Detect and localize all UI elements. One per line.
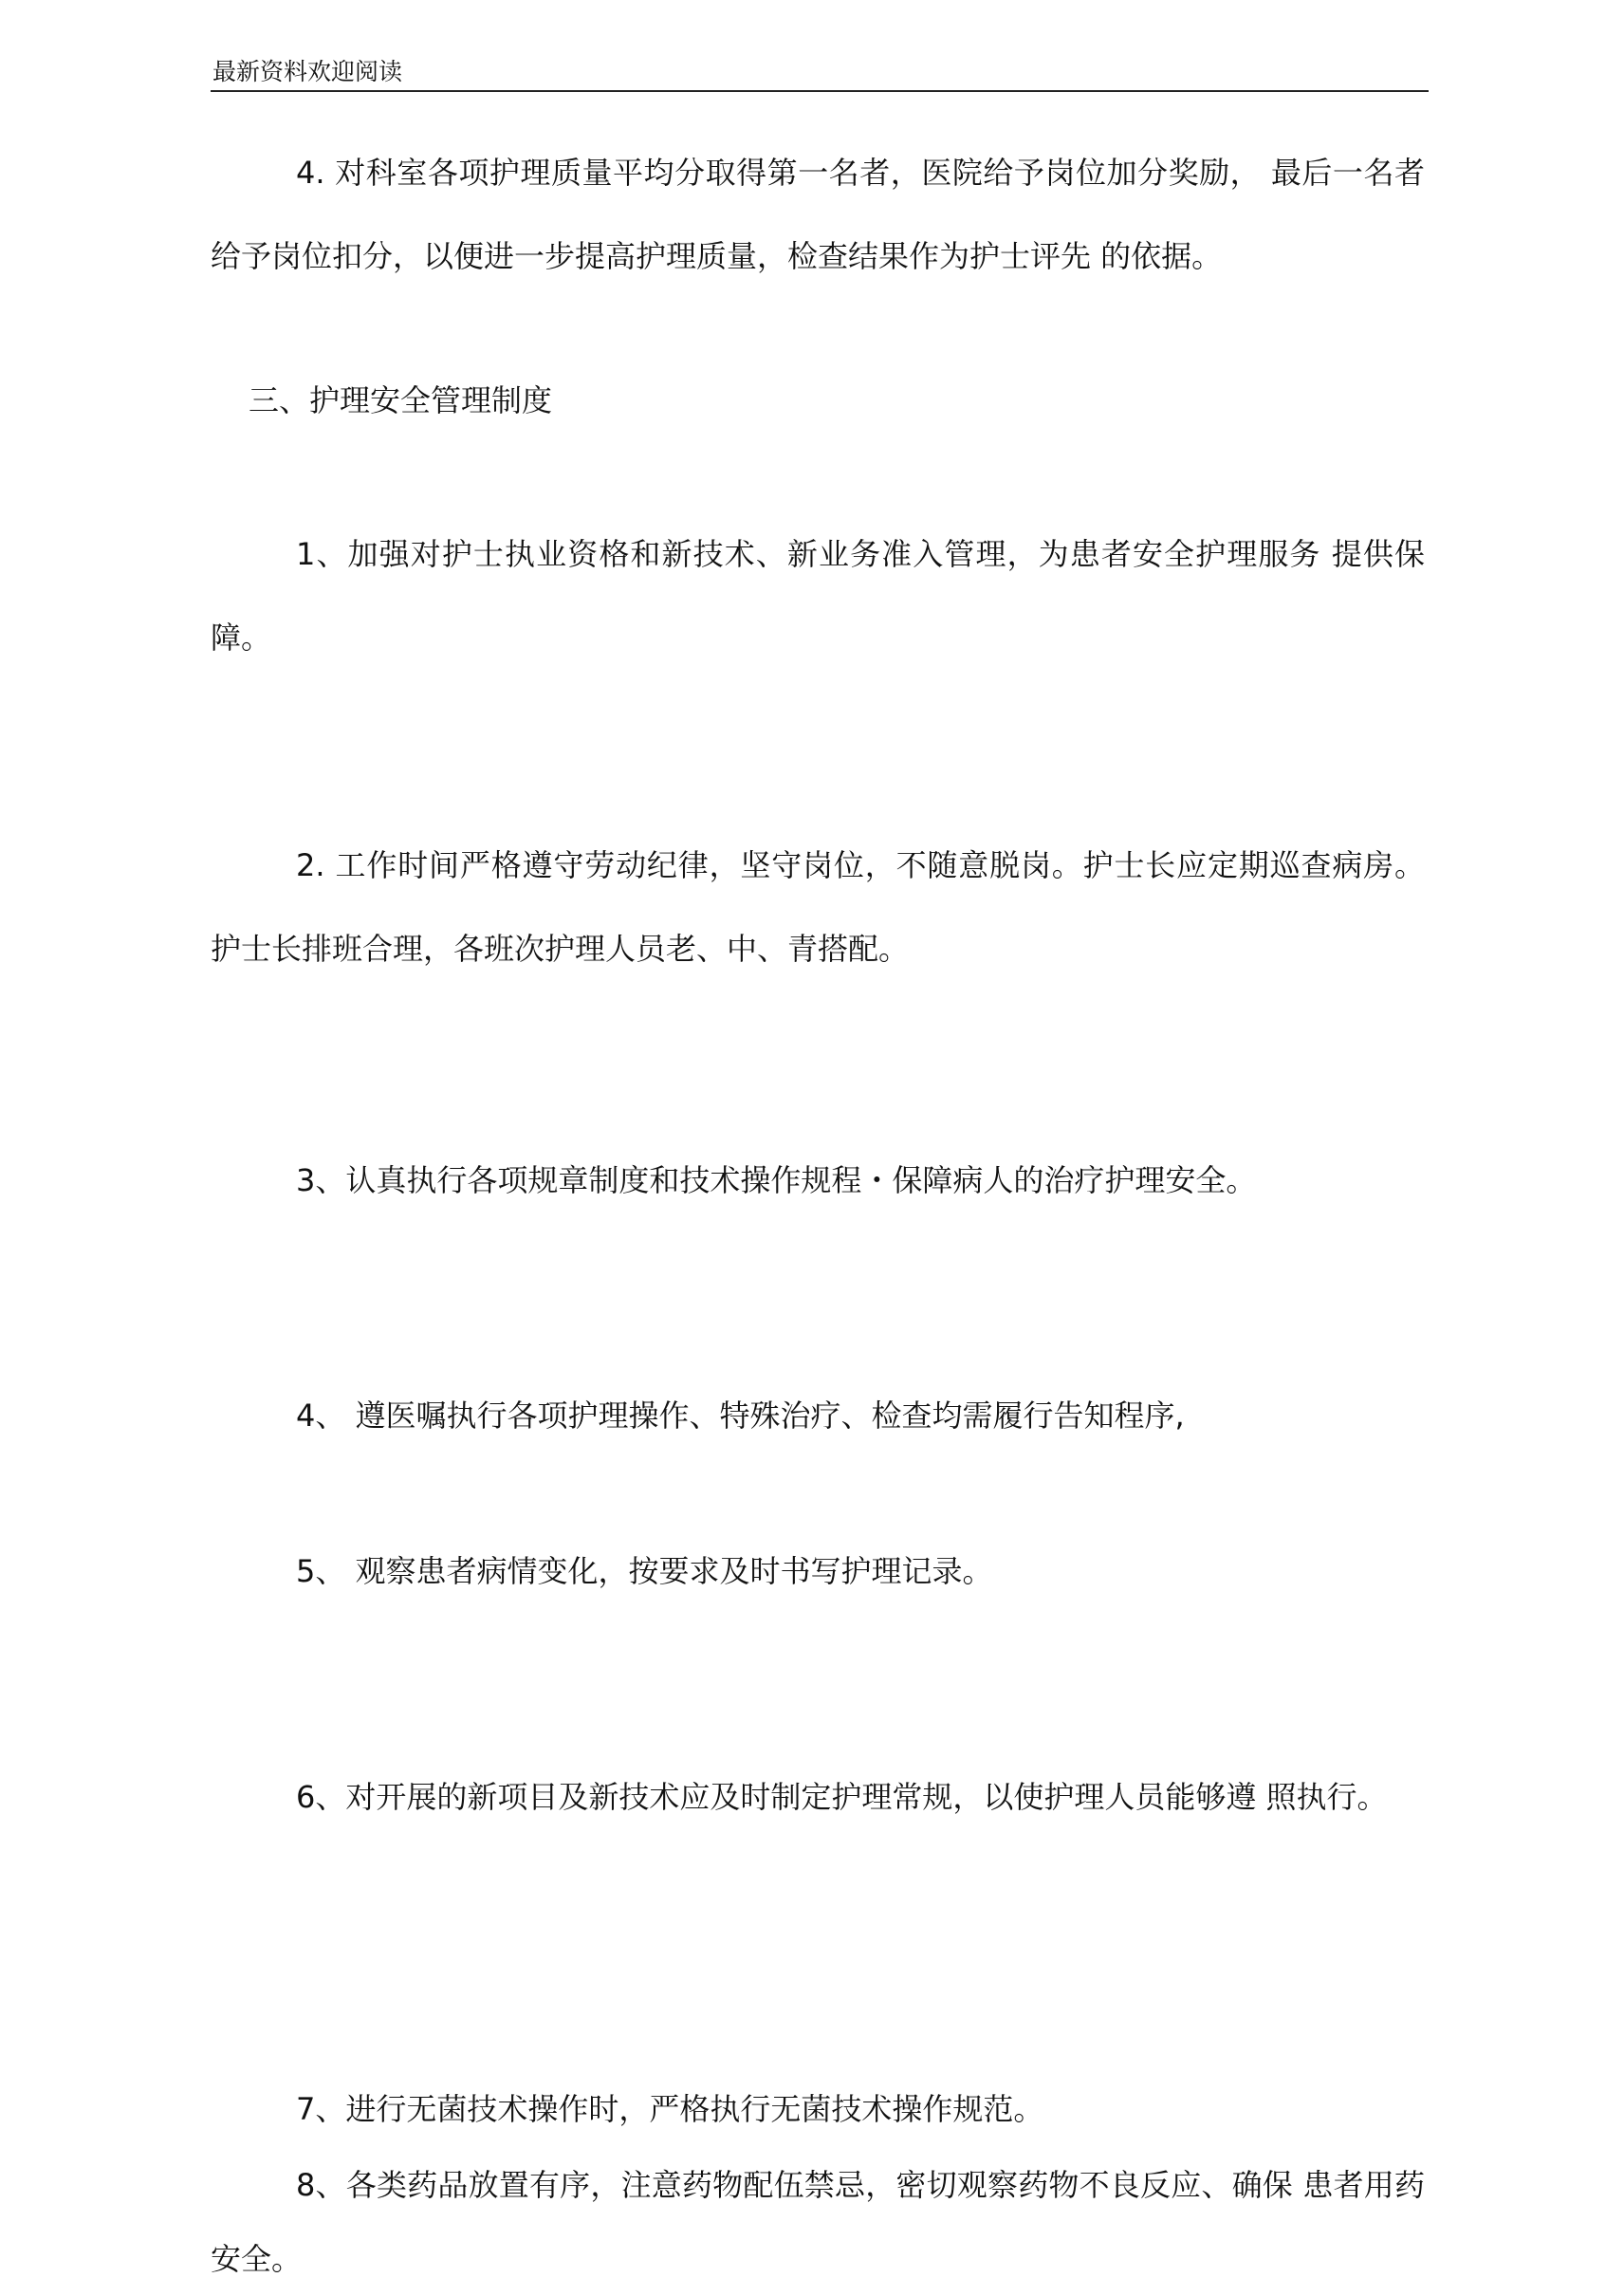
paragraph-item-5: 5、 观察患者病情变化，按要求及时书写护理记录。: [296, 1553, 993, 1589]
paragraph-item-8: 8、各类药品放置有序，注意药物配伍禁忌，密切观察药物不良反应、确保 患者用药安全。: [211, 2167, 1425, 2277]
paragraph-quality-ranking: 4. 对科室各项护理质量平均分取得第一名者，医院给予岗位加分奖励， 最后一名者给予岗位扣分，以便进一步提高护理质量，检查结果作为护士评先 的依据。: [211, 155, 1425, 274]
header-divider: [211, 90, 1429, 92]
page-header-title: 最新资料欢迎阅读: [212, 58, 403, 85]
paragraph-item-7: 7、进行无菌技术操作时，严格执行无菌技术操作规范。: [296, 2091, 1044, 2127]
section-heading-safety: 三、护理安全管理制度: [249, 382, 553, 418]
paragraph-item-2: 2. 工作时间严格遵守劳动纪律，坚守岗位，不随意脱岗。护士长应定期巡查病房。护士长排班合理，各班次护理人员老、中、青搭配。: [211, 847, 1425, 967]
paragraph-item-3: 3、认真执行各项规章制度和技术操作规程・保障病人的治疗护理安全。: [296, 1162, 1257, 1198]
paragraph-item-4: 4、 遵医嘱执行各项护理操作、特殊治疗、检查均需履行告知程序,: [296, 1398, 1185, 1434]
paragraph-item-6: 6、对开展的新项目及新技术应及时制定护理常规，以使护理人员能够遵 照执行。: [296, 1779, 1388, 1815]
paragraph-item-1: 1、加强对护士执业资格和新技术、新业务准入管理，为患者安全护理服务 提供保障。: [211, 536, 1425, 656]
